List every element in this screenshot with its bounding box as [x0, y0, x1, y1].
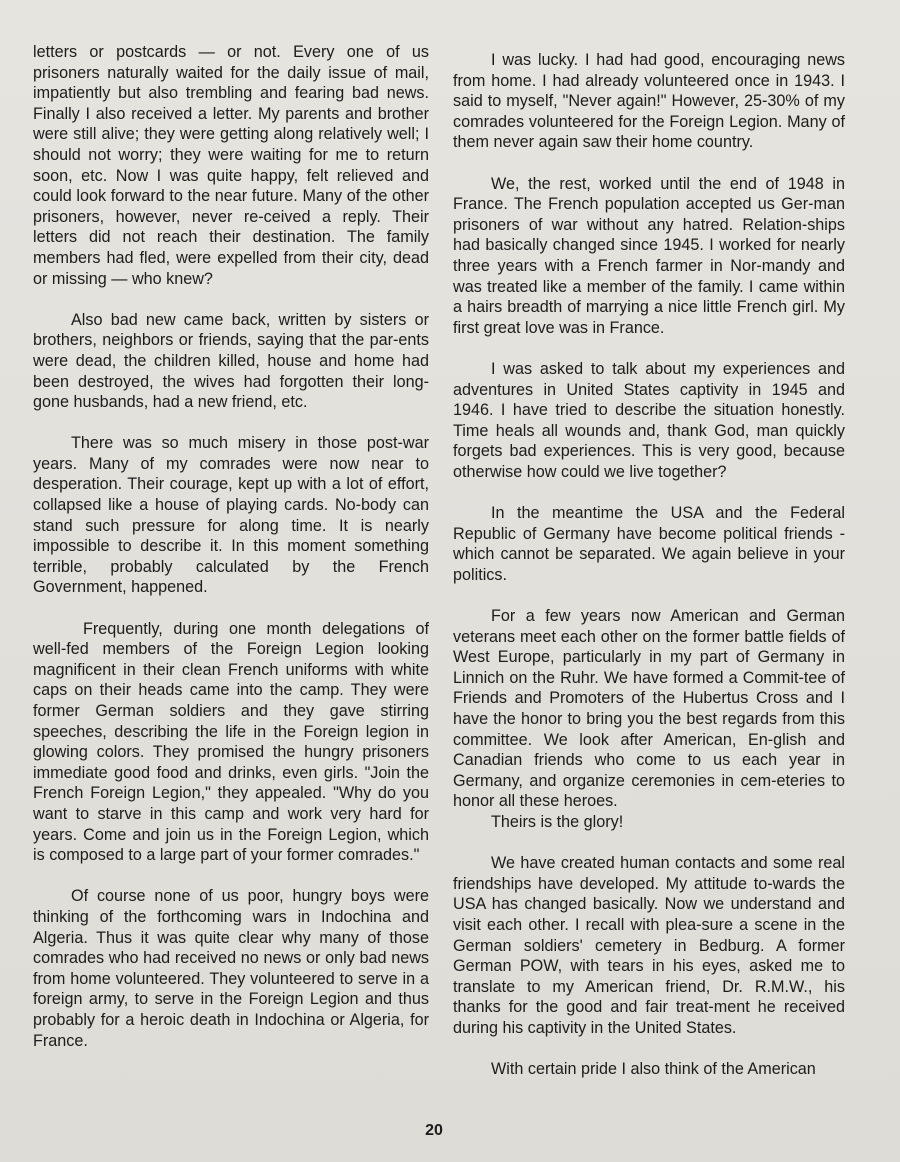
paragraph: We have created human contacts and some real friendships have developed. My attitude to-wards the USA has changed basically. Now we understand and visit each other. I recall with plea-sure a scene in the German soldiers' cemetery in Bedburg. A former German POW, with tears in his eyes, asked me to translate to my American friend, Dr. R.M.W., his thanks for the good and fair treat-ment he received during his captivity in the United States. [453, 854, 845, 1037]
paragraph: Also bad new came back, written by sisters or brothers, neighbors or friends, saying that the par-ents were dead, the children killed, house and home had been destroyed, the wives had forgotten their long-gone husbands, had a new friend, etc. [33, 310, 429, 412]
paragraph: Of course none of us poor, hungry boys were thinking of the forthcoming wars in Indochina and Algeria. Thus it was quite clear why many of those comrades who had received no news or only bad news from home volunteered. They volunteered to serve in a foreign army, to serve in the Foreign Legion and thus probably for a heroic death in Indochina or Algeria, for France. [33, 887, 429, 1050]
paragraph: I was asked to talk about my experiences and adventures in United States captivity in 1945 and 1946. I have tried to describe the situation honestly. Time heals all wounds and, thank God, man quickly forgets bad experiences. This is very good, because otherwise how could we live together? [453, 359, 845, 481]
right-column [453, 50, 845, 1100]
paragraph: There was so much misery in those post-war years. Many of my comrades were now near to desperation. Their courage, kept up with a lot of effort, collapsed like a house of playing cards. No-body can stand such pressure for along time. It is nearly impossible to describe it. In this moment something terrible, probably calculated by the French Government, happened. [33, 434, 429, 597]
paragraph: Theirs is the glory! [491, 812, 624, 831]
paragraph: For a few years now American and German veterans meet each other on the former battle fields of West Europe, particularly in my part of Germany in Linnich on the Ruhr. We have formed a Commit-tee of Friends and Promoters of the Hubertus Cross and I have the honor to bring you the best regards from this committee. We look after American, En-glish and Canadian friends who come to us each year in Germany, and organize ceremonies in cem-eteries to honor all these heroes. [453, 607, 845, 811]
paragraph: With certain pride I also think of the American [491, 1060, 816, 1079]
paragraph: We, the rest, worked until the end of 1948 in France. The French population accepted us Ger-man prisoners of war without any hatred. Relation-ships had basically changed since 1945. I worked for nearly three years with a French farmer in Nor-mandy and was treated like a member of the family. I came within a hairs breadth of marrying a nice little French girl. My first great love was in France. [453, 174, 845, 337]
paragraph: letters or postcards — or not. Every one of us prisoners naturally waited for the daily issue of mail, impatiently but also trembling and fearing bad news. Finally I also received a letter. My parents and brother were still alive; they were getting along relatively well; I should not worry; they were waiting for me to return soon, etc. Now I was quite happy, felt relieved and could look forward to the near future. Many of the other prisoners, however, never re-ceived a reply. Their letters did not reach their destination. The family members had fled, were expelled from their city, dead or missing — who knew? [33, 43, 429, 288]
page-number: 20 [425, 1122, 443, 1139]
paragraph: Frequently, during one month delegations of well-fed members of the Foreign Legion looking magnificent in their clean French uniforms with white caps on their heads came into the camp. They were former German soldiers and they gave stirring speeches, describing the life in the Foreign legion in glowing colors. They promised the hungry prisoners immediate good food and drinks, even girls. "Join the French Foreign Legion," they appealed. "Why do you want to starve in this camp and work very hard for years. Come and join us in the Foreign Legion, which is composed to a large part of your former comrades." [33, 619, 429, 865]
left-column [33, 42, 429, 1072]
paragraph: I was lucky. I had had good, encouraging news from home. I had already volunteered once in 1943. I said to myself, "Never again!" However, 25-30% of my comrades volunteered for the Foreign Legion. Many of them never again saw their home country. [453, 51, 845, 152]
paragraph: In the meantime the USA and the Federal Republic of Germany have become political friends - which cannot be separated. We again believe in your politics. [453, 504, 845, 584]
